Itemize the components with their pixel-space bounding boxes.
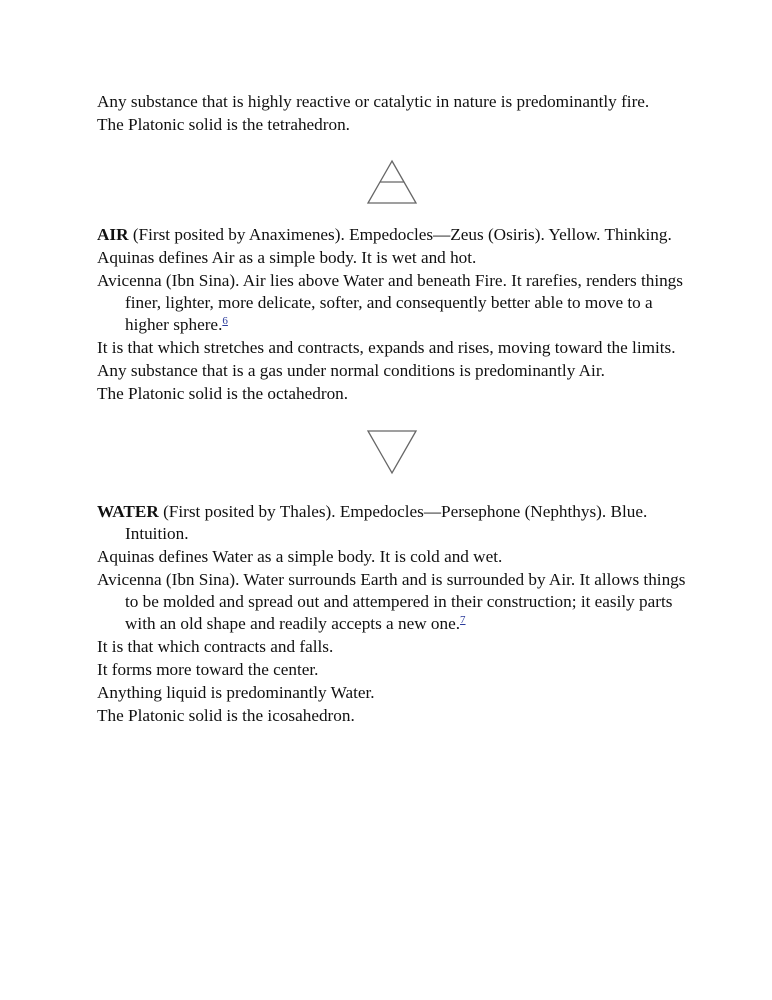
air-intro-text: (First posited by Anaximenes). Empedocles—Zeus (Osiris). Yellow. Thinking. — [128, 225, 672, 244]
air-heading: AIR — [97, 225, 129, 244]
water-center-paragraph: It forms more toward the center. — [97, 660, 319, 679]
air-stretches-paragraph: It is that which stretches and contracts, expands and rises, moving toward the limits. — [97, 338, 676, 357]
air-intro-paragraph — [97, 224, 687, 246]
air-avicenna-text: Avicenna (Ibn Sina). Air lies above Water and beneath Fire. It rarefies, renders things finer, lighter, more delicate, softer, and consequently better able to move to a higher sphere. — [97, 271, 683, 334]
water-alchemical-symbol-icon — [366, 429, 418, 475]
water-intro-paragraph — [97, 501, 687, 545]
water-avicenna-paragraph — [97, 569, 687, 635]
water-heading: WATER — [97, 502, 159, 521]
air-symbol — [97, 159, 687, 205]
water-intro-text: (First posited by Thales). Empedocles—Persephone (Nephthys). Blue. Intuition. — [125, 502, 648, 543]
water-liquid-paragraph: Anything liquid is predominantly Water. — [97, 683, 375, 702]
footnote-6-link[interactable]: 6 — [222, 315, 228, 327]
water-contracts-paragraph: It is that which contracts and falls. — [97, 637, 334, 656]
fire-reactive-paragraph: Any substance that is highly reactive or catalytic in nature is predominantly fire. — [97, 92, 650, 111]
document-page — [97, 91, 687, 728]
air-gas-paragraph: Any substance that is a gas under normal conditions is predominantly Air. — [97, 361, 605, 380]
fire-platonic-solid-paragraph: The Platonic solid is the tetrahedron. — [97, 115, 350, 134]
water-symbol — [97, 429, 687, 475]
footnote-7-link[interactable]: 7 — [460, 614, 466, 626]
air-platonic-solid-paragraph: The Platonic solid is the octahedron. — [97, 384, 349, 403]
air-alchemical-symbol-icon — [366, 159, 418, 205]
water-platonic-solid-paragraph: The Platonic solid is the icosahedron. — [97, 706, 355, 725]
air-aquinas-paragraph: Aquinas defines Air as a simple body. It is wet and hot. — [97, 248, 477, 267]
water-aquinas-paragraph: Aquinas defines Water as a simple body. It is cold and wet. — [97, 547, 503, 566]
air-avicenna-paragraph — [97, 270, 687, 336]
water-avicenna-text: Avicenna (Ibn Sina). Water surrounds Earth and is surrounded by Air. It allows things to be molded and spread out and attempered in their construction; it easily parts with an old shape and readily accepts a new one. — [97, 570, 686, 633]
